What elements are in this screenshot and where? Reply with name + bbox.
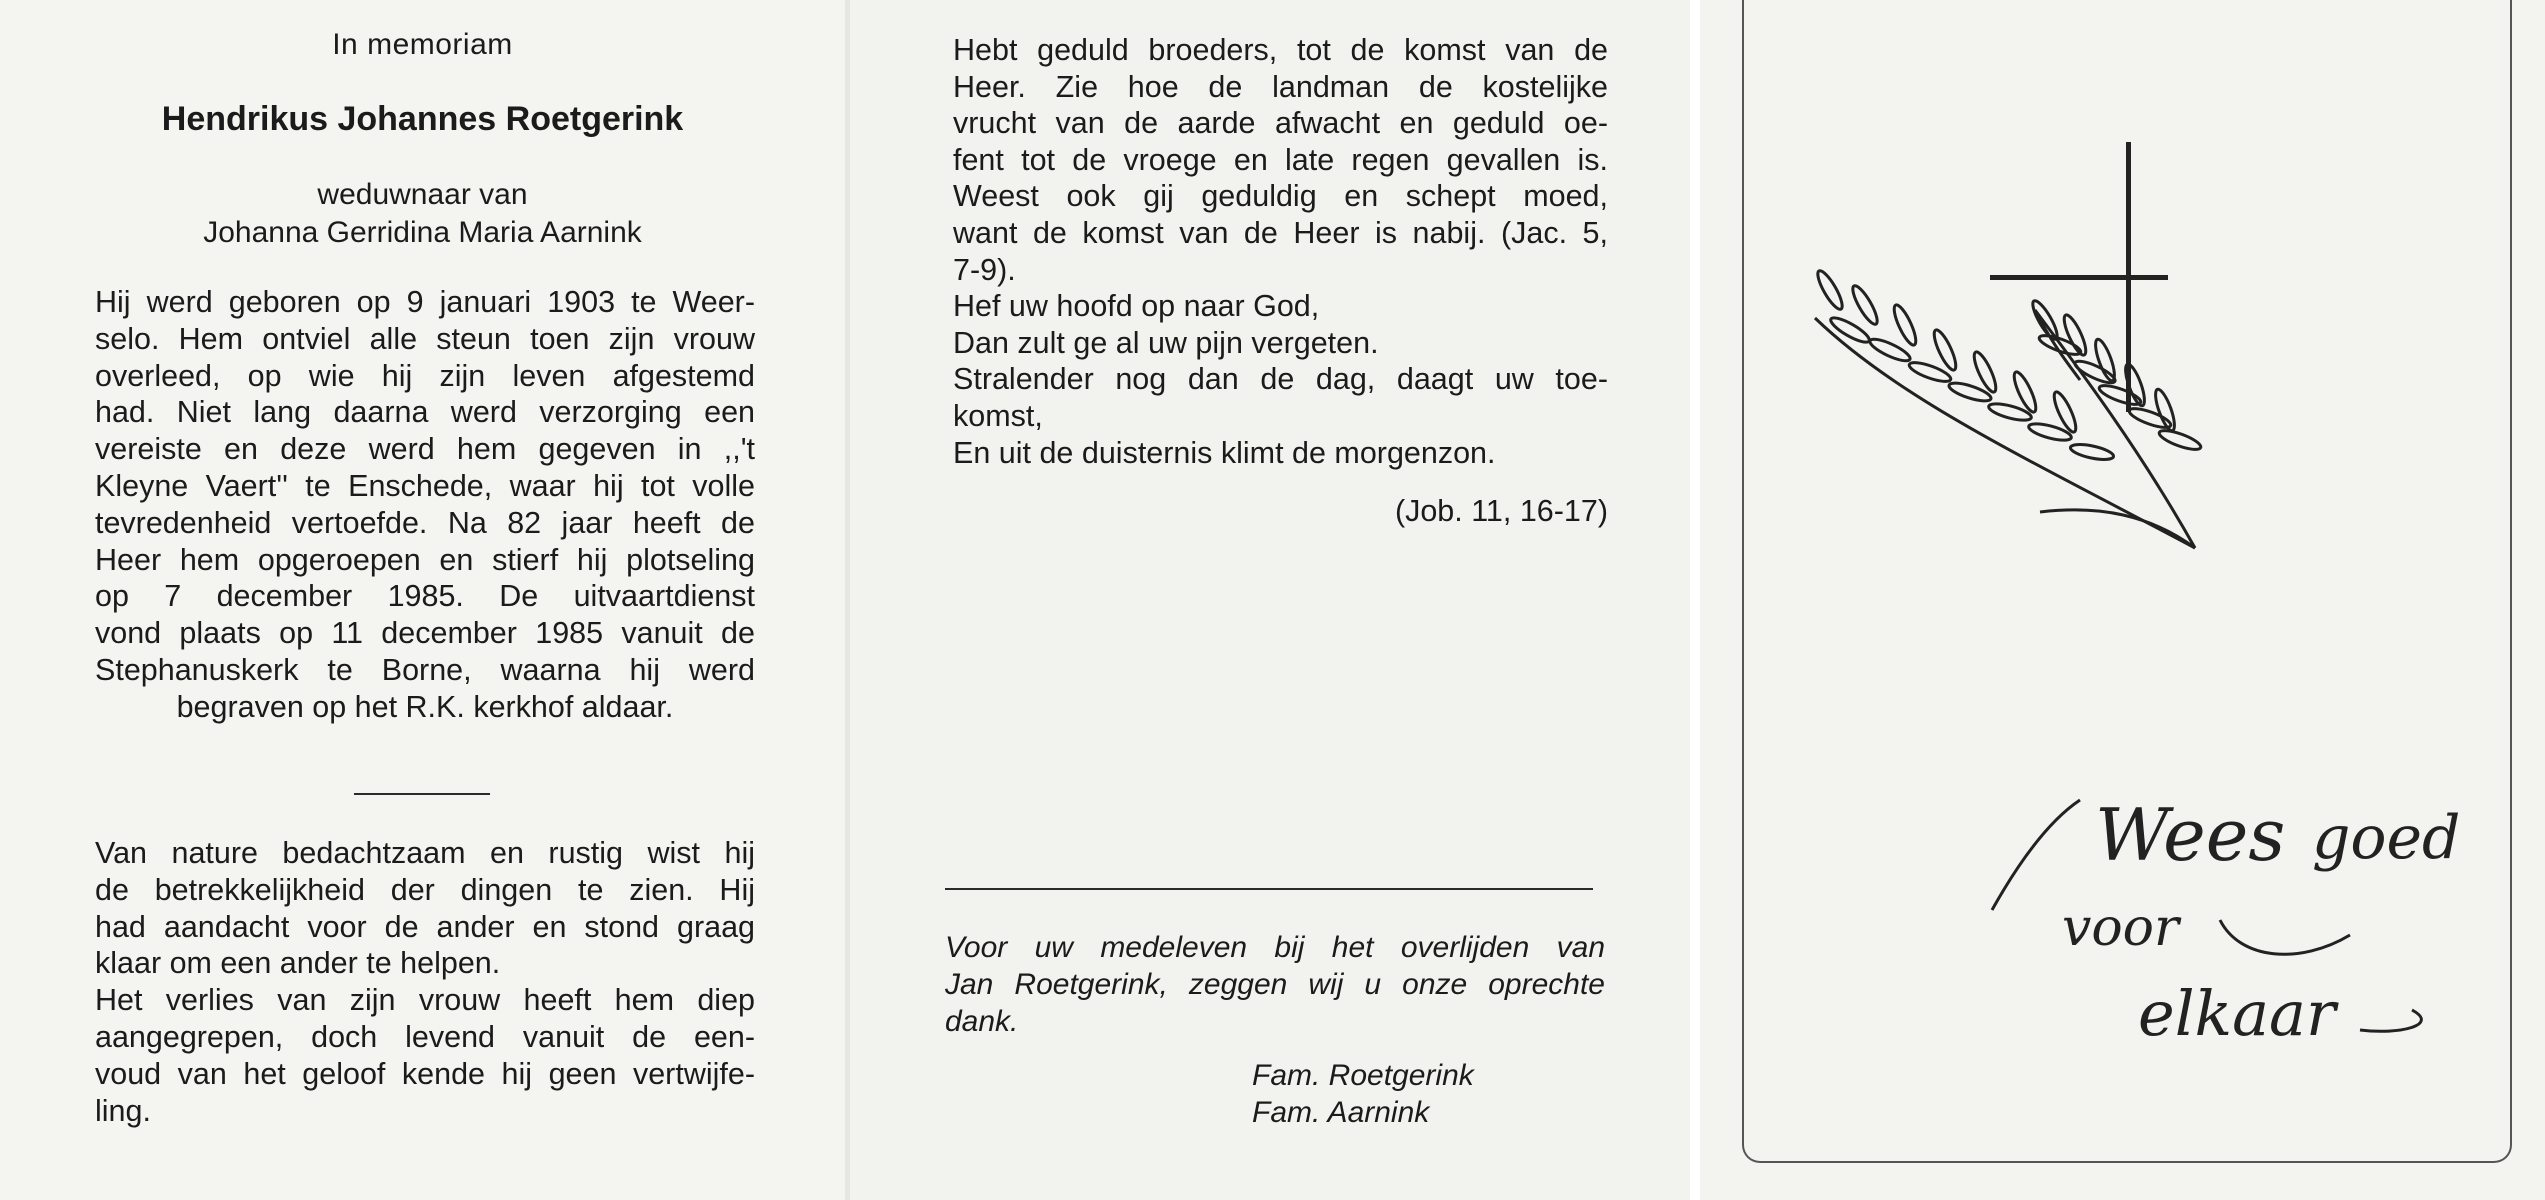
spouse-name: Johanna Gerridina Maria Aarnink (203, 216, 642, 249)
deceased-name: Hendrikus Johannes Roetgerink (161, 100, 684, 138)
character-line: de betrekkelijkheid der dingen te zien. Hij (95, 872, 755, 907)
verse-line: 7-9). (953, 252, 1016, 287)
biography-text (95, 284, 755, 726)
bio-line: begraven op het R.K. kerkhof aldaar. (176, 689, 674, 724)
character-line: klaar om een ander te helpen. (95, 946, 501, 981)
thanks-line: Jan Roetgerink, zeggen wij u onze oprechte (945, 967, 1605, 1001)
verse-line: Stralender nog dan de dag, daagt uw toe- (953, 362, 1608, 397)
verse-reference: (Job. 11, 16-17) (1394, 494, 1608, 528)
bio-line: op 7 december 1985. De uitvaartdienst (95, 579, 755, 614)
verse-line: vrucht van de aarde afwacht en geduld oe- (953, 106, 1608, 141)
wheat-leaf (2092, 337, 2118, 382)
wheat-leaf (2122, 362, 2148, 407)
widower-line: weduwnaar van (317, 178, 528, 211)
verse-line: Dan zult ge al uw pijn vergeten. (953, 325, 1379, 360)
verse-line: fent tot de vroege en late regen gevallen is. (953, 142, 1608, 177)
fold-divider (1690, 0, 1700, 1200)
verse-line: want de komst van de Heer is nabij. (Jac. 5, (953, 215, 1608, 250)
signature-line: Fam. Roetgerink (1252, 1059, 1474, 1092)
script-wees: Wees (2095, 793, 2286, 877)
widower-note (0, 176, 845, 252)
script-voor: voor (2062, 898, 2179, 958)
bio-line: Hij werd geboren op 9 januari 1903 te Weer- (95, 285, 755, 319)
wheat-leaf (2069, 442, 2115, 463)
wheat-leaf (1814, 268, 1846, 312)
bio-line: Heer hem opgeroepen en stierf hij plotseling (95, 542, 755, 577)
wheat-branch-icon (1814, 268, 2203, 548)
character-text (95, 835, 755, 1129)
character-line: voud van het geloof kende hij geen vertwijfe- (95, 1056, 755, 1091)
scripture-verse (953, 32, 1608, 471)
bio-line: vond plaats op 11 december 1985 vanuit de (95, 616, 755, 651)
thanks-line: Voor uw medeleven bij het overlijden van (945, 931, 1605, 964)
character-line: aangegrepen, doch levend vanuit de een- (95, 1019, 755, 1054)
bio-line: vereiste en deze werd hem gegeven in ,,'t (95, 432, 755, 467)
cover-artwork (1700, 0, 2545, 1200)
script-goed: goed (2312, 803, 2461, 873)
divider-rule (945, 888, 1593, 890)
verse-line: Weest ook gij geduldig en schept moed, (953, 179, 1608, 214)
bio-line: Kleyne Vaert'' te Enschede, waar hij tot volle (95, 468, 755, 503)
bio-line: overleed, op wie hij zijn leven afgestemd (95, 358, 755, 393)
character-line: ling. (95, 1093, 151, 1128)
bio-line: tevredenheid vertoefde. Na 82 jaar heeft de (95, 505, 755, 540)
thanks-line: dank. (945, 1004, 1019, 1038)
verse-line: Hebt geduld broeders, tot de komst van de (953, 33, 1608, 67)
memoriam-heading: In memoriam (332, 28, 513, 61)
script-text (1992, 793, 2460, 1050)
verse-line: Hef uw hoofd op naar God, (953, 289, 1320, 324)
bio-line: Stephanuskerk te Borne, waarna hij werd (95, 652, 755, 687)
thanks-note (945, 930, 1605, 1040)
wheat-leaf (1849, 283, 1881, 327)
wheat-leaf (2157, 427, 2202, 453)
wheat-leaf (1930, 328, 1959, 373)
character-line: Het verlies van zijn vrouw heeft hem diep (95, 983, 755, 1018)
verse-line: En uit de duisternis klimt de morgenzon. (953, 435, 1496, 470)
bio-line: had. Niet lang daarna werd verzorging een (95, 395, 755, 430)
signature-line: Fam. Aarnink (1252, 1095, 1430, 1129)
bio-line: selo. Hem ontviel alle steun toen zijn vrouw (95, 321, 755, 356)
wheat-leaf (1890, 303, 1919, 348)
family-signatures (1252, 1058, 1474, 1132)
divider-rule (354, 793, 490, 795)
character-line: had aandacht voor de ander en stond graag (95, 909, 755, 944)
verse-line: Heer. Zie hoe de landman de kostelijke (953, 69, 1608, 104)
verse-line: komst, (953, 398, 1043, 433)
script-elkaar: elkaar (2138, 977, 2336, 1050)
character-line: Van nature bedachtzaam en rustig wist hij (95, 836, 755, 870)
